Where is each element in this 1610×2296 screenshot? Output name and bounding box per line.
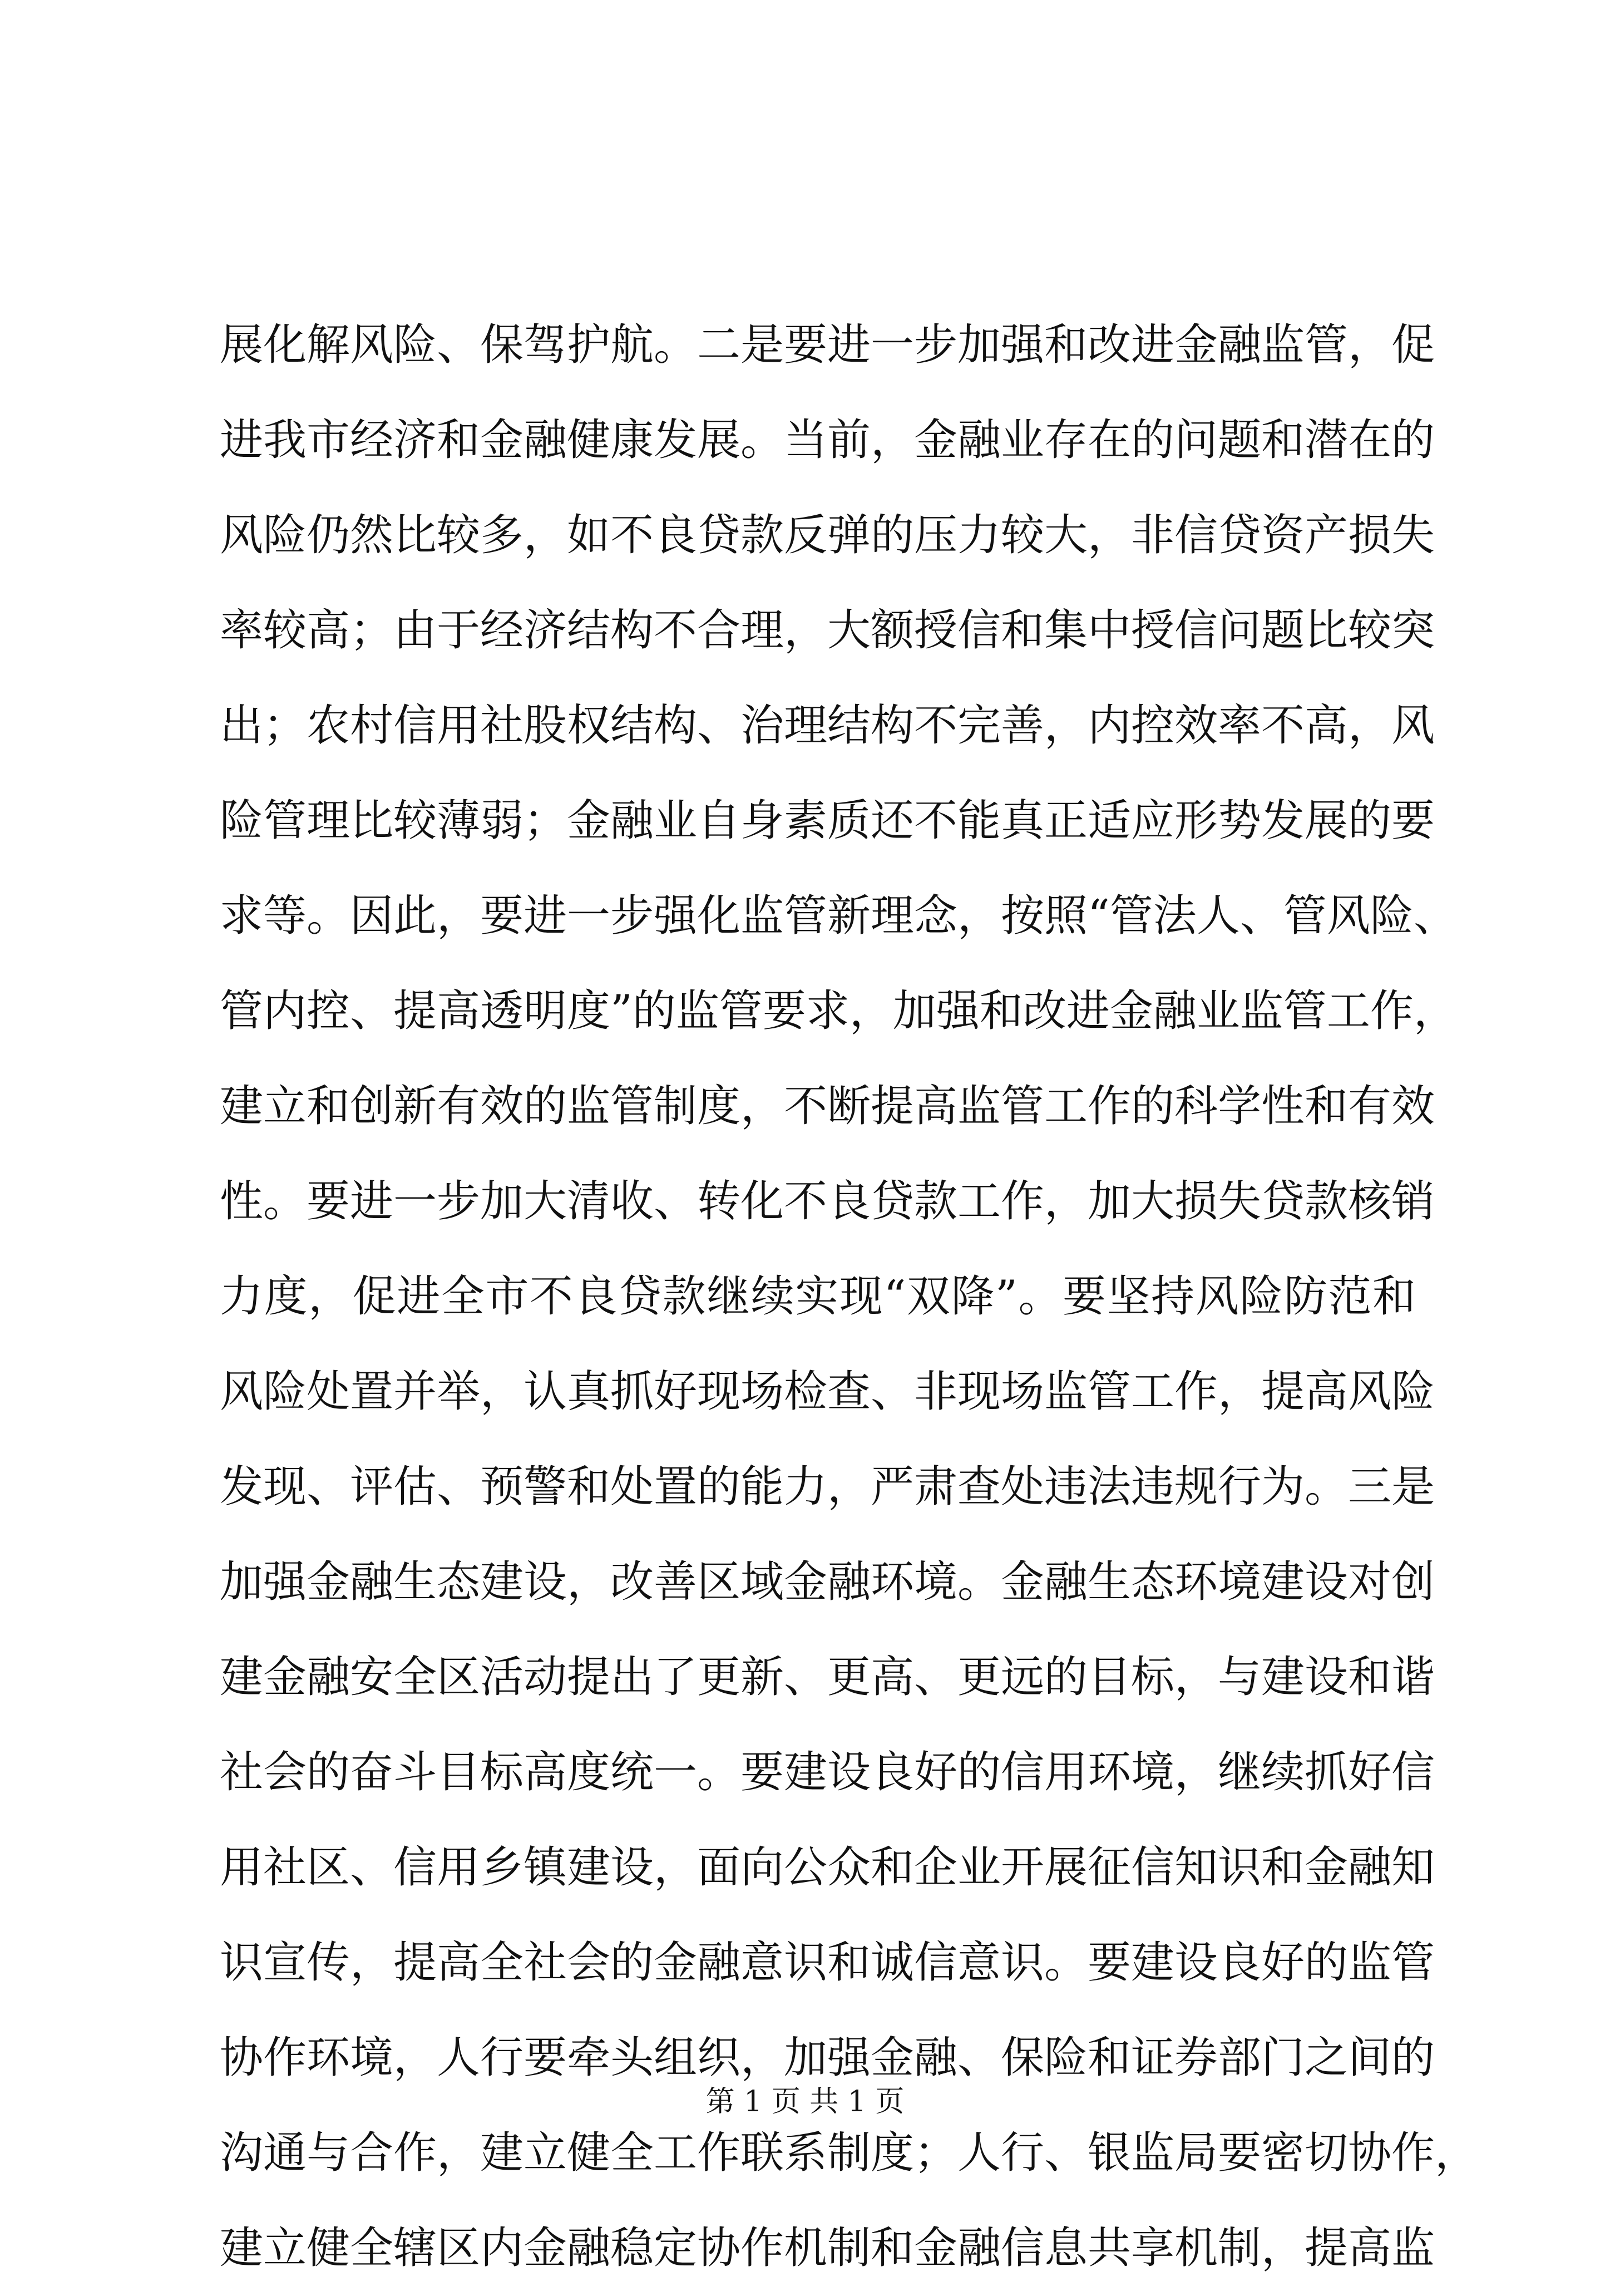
text-line: 管内控、提高透明度”的监管要求，加强和改进金融业监管工作， — [220, 986, 1457, 1036]
text-line: 识宣传，提高全社会的金融意识和诚信意识。要建设良好的监管 — [220, 1938, 1435, 1988]
text-line: 风险处置并举，认真抓好现场检查、非现场监管工作，提高风险 — [220, 1367, 1435, 1417]
text-line: 风险仍然比较多，如不良贷款反弹的压力较大，非信贷资产损失 — [220, 510, 1435, 560]
text-line: 性。要进一步加大清收、转化不良贷款工作，加大损失贷款核销 — [220, 1176, 1435, 1226]
text-line: 协作环境，人行要牵头组织，加强金融、保险和证券部门之间的 — [220, 2033, 1435, 2083]
text-line: 出；农村信用社股权结构、治理结构不完善，内控效率不高，风 — [220, 701, 1435, 751]
body-text — [220, 298, 1479, 2296]
text-line: 加强金融生态建设，改善区域金融环境。金融生态环境建设对创 — [220, 1557, 1435, 1607]
text-line: 求等。因此，要进一步强化监管新理念，按照“管法人、管风险、 — [220, 891, 1457, 941]
text-line: 建金融安全区活动提出了更新、更高、更远的目标，与建设和谐 — [220, 1652, 1435, 1702]
text-line: 险管理比较薄弱；金融业自身素质还不能真正适应形势发展的要 — [220, 796, 1435, 846]
text-line: 社会的奋斗目标高度统一。要建设良好的信用环境，继续抓好信 — [220, 1747, 1435, 1797]
text-line: 沟通与合作，建立健全工作联系制度；人行、银监局要密切协作， — [220, 2128, 1479, 2178]
text-line: 展化解风险、保驾护航。二是要进一步加强和改进金融监管，促 — [220, 320, 1435, 370]
text-line: 用社区、信用乡镇建设，面向公众和企业开展征信知识和金融知 — [220, 1842, 1435, 1893]
page-footer: 第 1 页 共 1 页 — [705, 2085, 905, 2118]
text-line: 率较高；由于经济结构不合理，大额授信和集中授信问题比较突 — [220, 605, 1435, 656]
text-line: 力度，促进全市不良贷款继续实现“双降”。要坚持风险防范和 — [220, 1272, 1416, 1322]
text-line: 进我市经济和金融健康发展。当前，金融业存在的问题和潜在的 — [220, 415, 1435, 465]
text-line: 发现、评估、预警和处置的能力，严肃查处违法违规行为。三是 — [220, 1462, 1435, 1512]
text-line: 建立和创新有效的监管制度，不断提高监管工作的科学性和有效 — [220, 1081, 1435, 1131]
text-line: 建立健全辖区内金融稳定协作机制和金融信息共享机制，提高监 — [220, 2223, 1435, 2273]
